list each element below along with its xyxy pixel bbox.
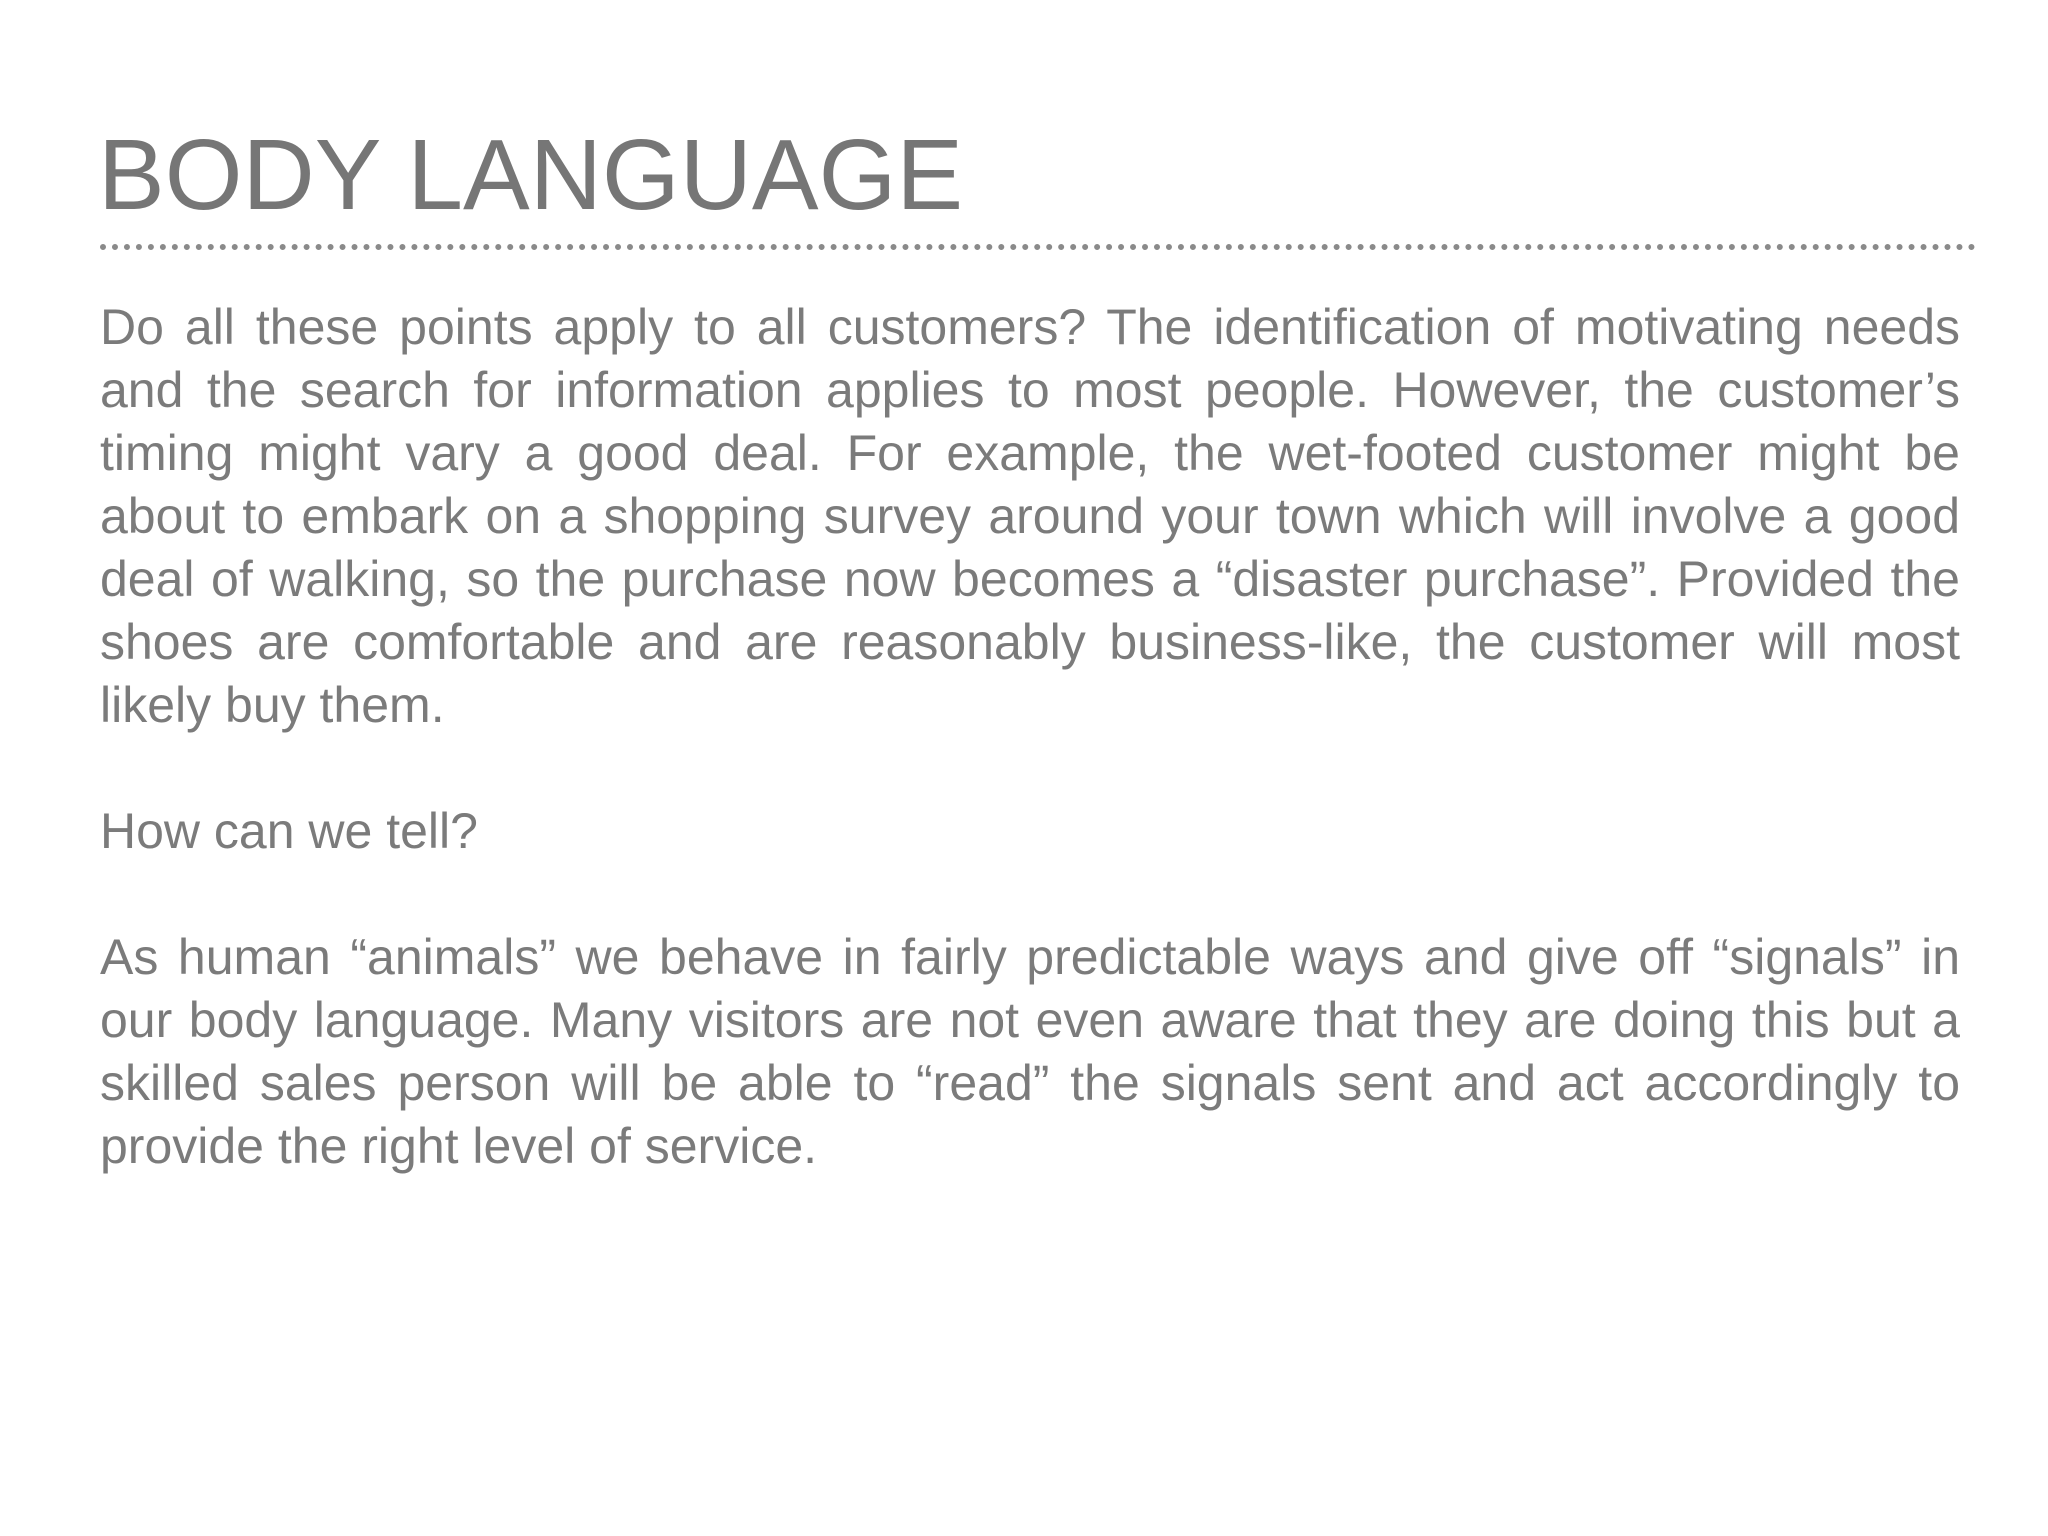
slide-title: BODY LANGUAGE [98,119,964,231]
slide-body [100,296,1960,1178]
title-divider [100,244,1976,250]
paragraph-spacer [100,737,1960,800]
body-paragraph-customers: Do all these points apply to all customers? The identification of motivating needs and the search for information applies to most people. However, the customer’s timing might vary a good deal. For example, the wet-footed customer might be about to embark on a shopping survey around your town which will involve a good deal of walking, so the purchase now becomes a “disaster purchase”. Provided the shoes are comfortable and are reasonably business-like, the customer will most likely buy them. [100,299,1960,733]
body-paragraph-question: How can we tell? [100,803,478,859]
body-paragraph-signals: As human “animals” we behave in fairly predictable ways and give off “signals” in our body language. Many visitors are not even aware that they are doing this but a skilled sales person will be able to “read” the signals sent and act accordingly to provide the right level of service. [100,929,1960,1174]
paragraph-spacer [100,863,1960,926]
